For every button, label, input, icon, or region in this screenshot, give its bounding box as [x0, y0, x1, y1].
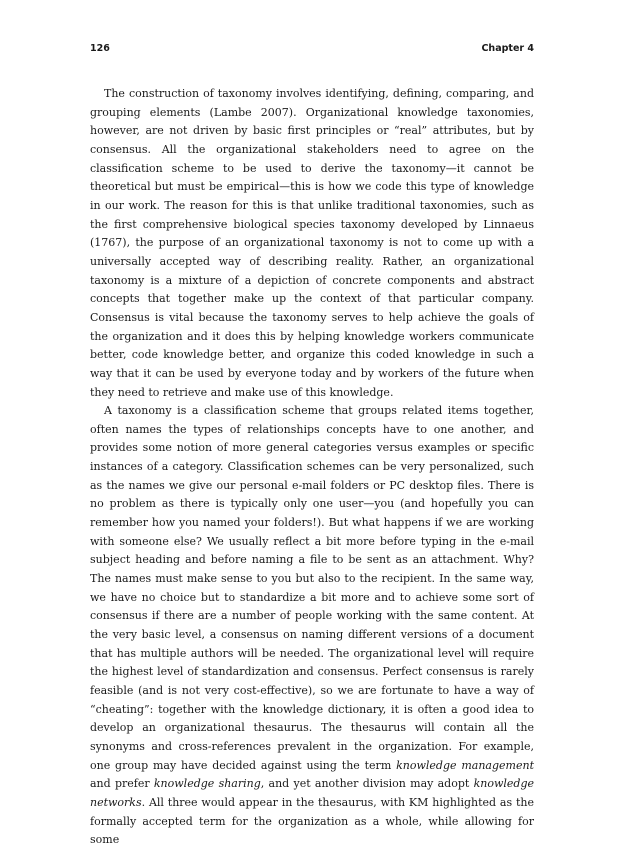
- paragraph-2-text: . All three would appear in the thesaurus, with KM highlighted as the formally accepted term for the organization as a whole, while allowing for some: [90, 795, 534, 847]
- chapter-label: Chapter 4: [481, 43, 534, 54]
- paragraph-2-text: A taxonomy is a classification scheme that groups related items together, often names the types of relationships concepts have to one another, and provides some notion of more general categories versus examples or specific instances of a category. Classification schemes can be very personalized, such as the names we give our personal e-mail folders or PC desktop files. There is no problem as there is typically only one user—you (and hopefully you can remember how you named your folders!). But what happens if we are working with someone else? We usually reflect a bit more before typing in the e-mail subject heading and before naming a file to be sent as an attachment. Why? The names must make sense to you but also to the recipient. In the same way, we have no choice but to standardize a bit more and to achieve some sort of consensus if there are a number of people working with the same content. At the very basic level, a consensus on naming different versions of a document that has multiple authors will be needed. The organizational level will require the highest level of standardization and consensus. Perfect consensus is rarely feasible (and is not very cost-effective), so we are fortunate to have a way of “cheating”: together with the knowledge dictionary, it is often a good idea to develop an organizational thesaurus. The thesaurus will contain all the synonyms and cross-references prevalent in the organization. For example, one group may have decided against using the term: [90, 404, 534, 772]
- paragraph-2: [90, 402, 534, 850]
- body-text: [90, 85, 534, 850]
- running-head: [90, 43, 534, 55]
- term-knowledge-management: knowledge management: [396, 758, 534, 772]
- paragraph-1-text: The construction of taxonomy involves identifying, defining, comparing, and grouping elements (Lambe 2007). Organizational knowledge taxonomies, however, are not driven by basic first principles or “real” attributes, but by consensus. All the organizational stakeholders need to agree on the classification scheme to be used to derive the taxonomy—it cannot be theoretical but must be empirical—this is how we code this type of knowledge in our work. The reason for this is that unlike traditional taxonomies, such as the first comprehensive biological species taxonomy developed by Linnaeus (1767), the purpose of an organizational taxonomy is not to come up with a universally accepted way of describing reality. Rather, an organizational taxonomy is a mixture of a depiction of concrete components and abstract concepts that together make up the context of that particular company. Consensus is vital because the taxonomy serves to help achieve the goals of the organization and it does this by helping knowledge workers communicate better, code knowledge better, and organize this coded knowledge in such a way that it can be used by everyone today and by workers of the future when they need to retrieve and make use of this knowledge.: [90, 87, 534, 399]
- term-knowledge-sharing: knowledge sharing: [153, 777, 261, 791]
- paragraph-1: [90, 85, 534, 402]
- paragraph-2-text: and prefer: [90, 777, 154, 791]
- paragraph-2-text: , and yet another division may adopt: [260, 777, 474, 791]
- page-number: 126: [90, 43, 110, 54]
- term-knowledge-networks: knowledge networks: [90, 777, 535, 809]
